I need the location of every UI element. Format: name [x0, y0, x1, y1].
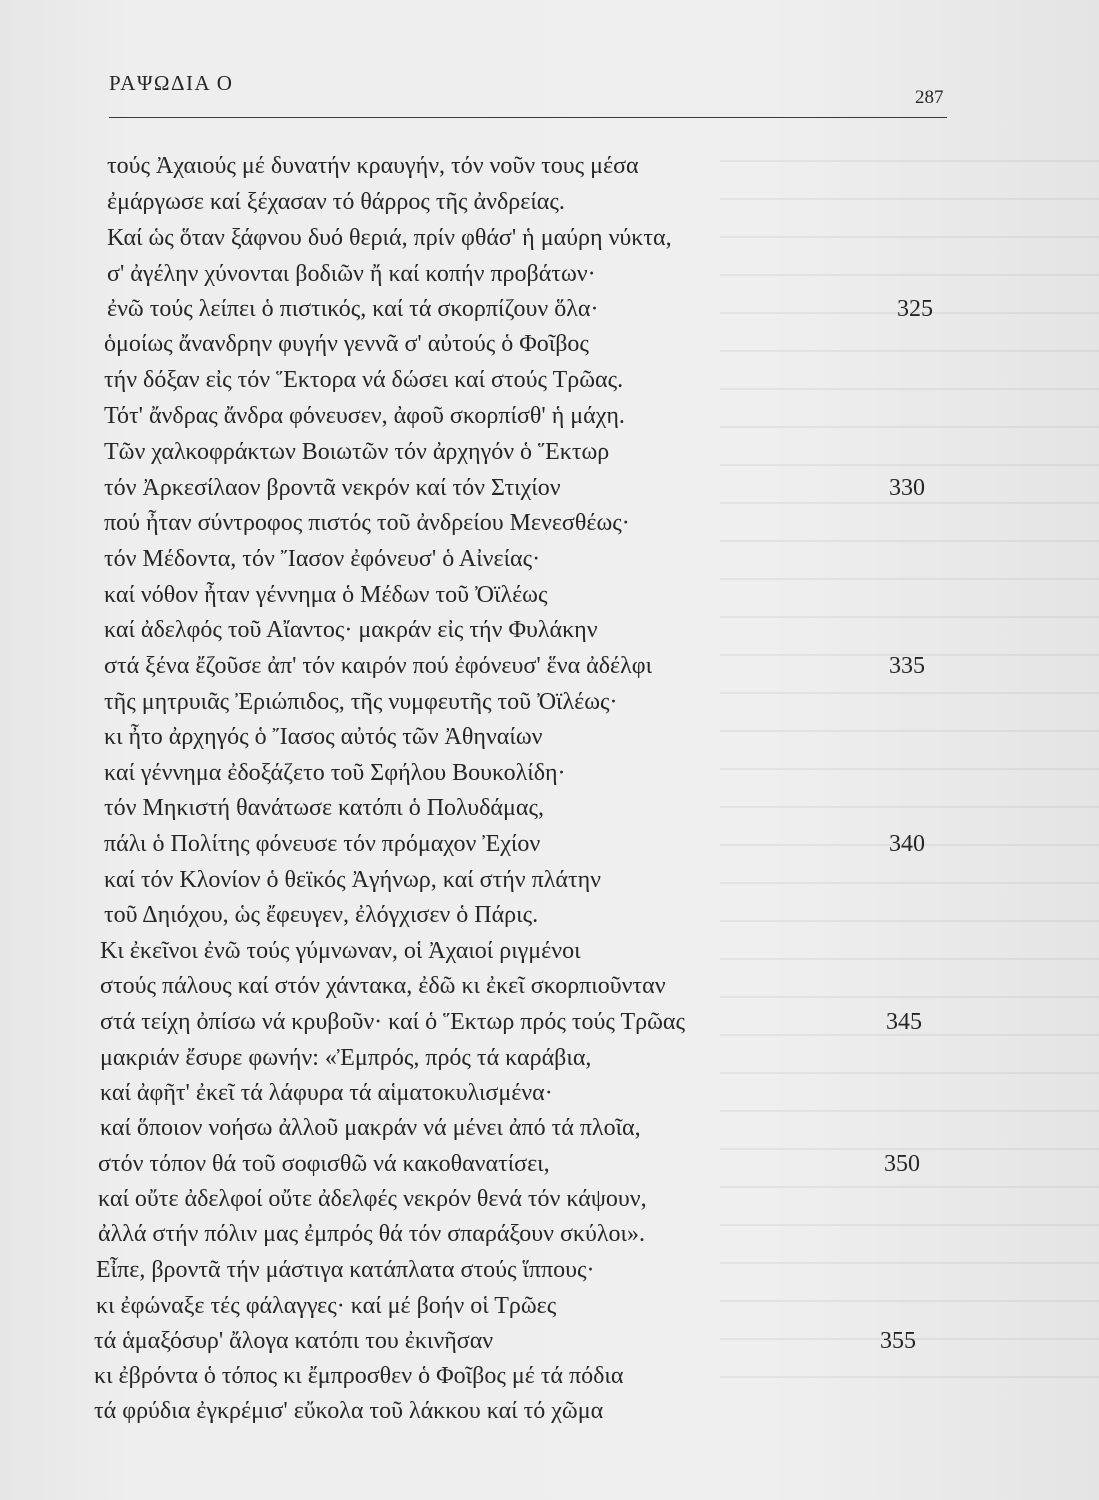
line-number: 330 [889, 475, 925, 501]
line-number: 325 [897, 296, 933, 322]
verse-line: τόν Μέδοντα, τόν Ἴασον ἐφόνευσ' ὁ Αἰνείας· [104, 546, 541, 572]
verse-line: στά τείχη ὀπίσω νά κρυβοῦν· καί ὁ Ἕκτωρ πρός τούς Τρῶας [100, 1009, 685, 1035]
verse-line: καί ἀδελφός τοῦ Αἴαντος· μακράν εἰς τήν Φυλάκην [104, 617, 598, 643]
verse-line: καί νόθον ἦταν γέννημα ὁ Μέδων τοῦ Ὀϊλέως [104, 582, 548, 608]
verse-line: στόν τόπον θά τοῦ σοφισθῶ νά κακοθανατίσει, [98, 1151, 550, 1177]
verse-line: σ' ἀγέλην χύνονται βοδιῶν ἤ καί κοπήν προβάτων· [107, 261, 596, 287]
verse-line: κι ἐβρόντα ὁ τόπος κι ἔμπροσθεν ὁ Φοῖβος μέ τά πόδια [94, 1363, 624, 1389]
header-rule [109, 117, 947, 118]
bleed-through-texture [720, 160, 1099, 1410]
verse-line: τόν Ἀρκεσίλαον βροντᾶ νεκρόν καί τόν Στιχίον [104, 475, 561, 501]
verse-line: Τότ' ἄνδρας ἄνδρα φόνευσεν, ἀφοῦ σκορπίσθ' ἡ μάχη. [104, 403, 625, 429]
verse-line: καί ἀφῆτ' ἐκεῖ τά λάφυρα τά αἱματοκυλισμένα· [100, 1080, 553, 1106]
verse-line: ἐμάργωσε καί ξέχασαν τό θάρρος τῆς ἀνδρείας. [107, 189, 565, 215]
verse-line: Τῶν χαλκοφράκτων Βοιωτῶν τόν ἀρχηγόν ὁ Ἕκτωρ [104, 439, 610, 465]
verse-line: κι ἐφώναξε τές φάλαγγες· καί μέ βοήν οἱ Τρῶες [96, 1293, 557, 1319]
line-number: 350 [884, 1151, 920, 1177]
verse-line: ἐνῶ τούς λείπει ὁ πιστικός, καί τά σκορπίζουν ὅλα· [107, 296, 599, 322]
verse-line: Κι ἐκεῖνοι ἐνῶ τούς γύμνωναν, οἱ Ἀχαιοί ριγμένοι [100, 938, 581, 964]
verse-line: ἀλλά στήν πόλιν μας ἐμπρός θά τόν σπαράξουν σκύλοι». [98, 1221, 645, 1247]
verse-line: ὁμοίως ἄνανδρην φυγήν γεννᾶ σ' αὐτούς ὁ Φοῖβος [104, 331, 589, 357]
verse-line: τούς Ἀχαιούς μέ δυνατήν κραυγήν, τόν νοῦν τους μέσα [107, 153, 639, 179]
verse-line: τήν δόξαν εἰς τόν Ἕκτορα νά δώσει καί στούς Τρῶας. [104, 367, 624, 393]
verse-line: καί ὅποιον νοήσω ἀλλοῦ μακράν νά μένει ἀπό τά πλοῖα, [100, 1115, 641, 1141]
verse-line: καί γέννημα ἐδοξάζετο τοῦ Σφήλου Βουκολίδη· [104, 760, 566, 786]
line-number: 335 [889, 653, 925, 679]
running-head-title: ΡΑΨΩΔΙΑ Ο [109, 71, 234, 95]
page-number: 287 [915, 87, 944, 108]
line-number: 345 [886, 1009, 922, 1035]
verse-line: Καί ὡς ὅταν ξάφνου δυό θεριά, πρίν φθάσ' ἡ μαύρη νύκτα, [107, 225, 672, 251]
verse-line: τόν Μηκιστή θανάτωσε κατόπι ὁ Πολυδάμας, [104, 795, 544, 821]
verse-line: πού ἦταν σύντροφος πιστός τοῦ ἀνδρείου Μενεσθέως· [104, 510, 630, 536]
line-number: 340 [889, 831, 925, 857]
verse-line: τοῦ Δηιόχου, ὡς ἔφευγεν, ἐλόγχισεν ὁ Πάρις. [104, 902, 539, 928]
verse-line: τῆς μητρυιᾶς Ἐριώπιδος, τῆς νυμφευτῆς τοῦ Ὀϊλέως· [104, 689, 618, 715]
verse-line: στά ξένα ἔζοῦσε ἀπ' τόν καιρόν πού ἐφόνευσ' ἕνα ἀδέλφι [104, 653, 653, 679]
verse-line: τά ἁμαξόσυρ' ἄλογα κατόπι του ἐκινῆσαν [94, 1328, 494, 1354]
verse-line: κι ἦτο ἀρχηγός ὁ Ἴασος αὐτός τῶν Ἀθηναίων [104, 724, 543, 750]
verse-line: στούς πάλους καί στόν χάντακα, ἐδῶ κι ἐκεῖ σκορπιοῦνταν [100, 973, 666, 999]
verse-line: Εἶπε, βροντᾶ τήν μάστιγα κατάπλατα στούς ἵππους· [96, 1257, 595, 1283]
verse-line: τά φρύδια ἐγκρέμισ' εὔκολα τοῦ λάκκου καί τό χῶμα [94, 1398, 604, 1424]
line-number: 355 [880, 1328, 916, 1354]
verse-line: καί τόν Κλονίον ὁ θεϊκός Ἀγήνωρ, καί στήν πλάτην [104, 867, 602, 893]
verse-line: καί οὔτε ἀδελφοί οὔτε ἀδελφές νεκρόν θενά τόν κάψουν, [98, 1186, 647, 1212]
verse-line: πάλι ὁ Πολίτης φόνευσε τόν πρόμαχον Ἐχίον [104, 831, 541, 857]
verse-line: μακριάν ἔσυρε φωνήν: «Ἐμπρός, πρός τά καράβια, [100, 1045, 592, 1071]
